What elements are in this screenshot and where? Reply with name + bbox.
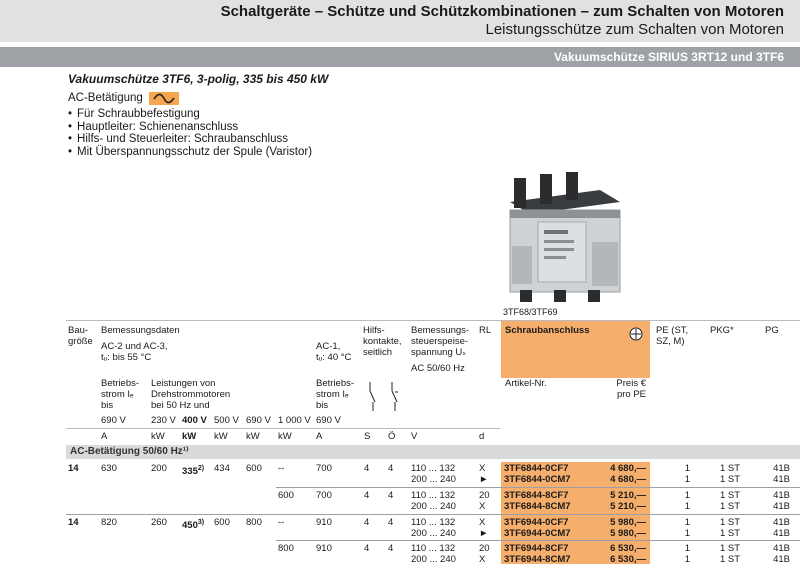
cell-pg: 41B 41B: [773, 543, 790, 565]
v-400: 400 V: [182, 415, 207, 426]
cell-pg: 41B 41B: [773, 517, 790, 539]
cell-p1000: 600: [278, 490, 294, 501]
feature-item: • Mit Überspannungsschutz der Spule (Varistor): [68, 146, 312, 159]
cell-pkg: 1 ST 1 ST: [719, 517, 740, 539]
cell-ie: 820: [101, 517, 117, 528]
cell-ie2: 910: [316, 517, 332, 528]
cell-pe: 1 1: [684, 543, 690, 565]
cell-p500: 600: [214, 517, 230, 528]
photo-caption: 3TF68/3TF69: [503, 307, 558, 317]
col-betriebsstrom: Betriebs- strom Iₑ bis: [101, 378, 140, 411]
cell-size: 14: [68, 517, 79, 528]
cell-pkg: 1 ST 1 ST: [719, 543, 740, 565]
screw-terminal-icon: [629, 327, 643, 346]
footnote-ref: 3): [197, 519, 205, 526]
unit-v: V: [411, 431, 418, 442]
cell-pe: 1 1: [684, 517, 690, 539]
header-subtitle: Leistungsschütze zum Schalten von Motoren: [485, 21, 784, 38]
cell-voltage: 110 ... 132 200 ... 240: [411, 490, 456, 512]
ac-sine-icon: [149, 92, 179, 105]
cell-article: 3TF6844-0CF7 3TF6844-0CM7: [504, 463, 571, 485]
unit-o: Ö: [388, 431, 396, 442]
cell-price: 5 210,— 5 210,—: [610, 490, 646, 512]
header-title: Schaltgeräte – Schütze und Schützkombinationen – zum Schalten von Motoren: [220, 3, 784, 20]
units-rule: [66, 428, 500, 429]
cell-price: 4 680,— 4 680,—: [610, 463, 646, 485]
col-ac5060: AC 50/60 Hz: [411, 363, 465, 374]
cell-o: 4: [388, 543, 394, 554]
feature-item: • Hilfs- und Steuerleiter: Schraubanschluss: [68, 133, 312, 146]
cell-rl: X ►: [479, 463, 489, 485]
cell-article: 3TF6944-8CF7 3TF6944-8CM7: [504, 543, 571, 565]
cell-article: 3TF6844-8CF7 3TF6844-8CM7: [504, 490, 571, 512]
cell-voltage: 110 ... 132 200 ... 240: [411, 543, 456, 565]
col-betriebsstrom-ac1: Betriebs- strom Iₑ bis: [316, 378, 355, 411]
cell-pg: 41B 41B: [773, 463, 790, 485]
cell-p500: 434: [214, 463, 230, 474]
col-pg: PG: [765, 325, 779, 336]
cell-rl: 20 X: [479, 543, 490, 565]
col-hilfskontakte: Hilfs- kontakte, seitlich: [363, 325, 402, 358]
cell-rl: X ►: [479, 517, 489, 539]
unit-kw: kW: [182, 431, 197, 442]
col-pkg: PKG*: [710, 325, 734, 336]
cell-p690: 600: [246, 463, 262, 474]
col-steuerspannung: Bemessungs- steuerspeise- spannung Uₛ: [411, 325, 470, 358]
cell-voltage: 110 ... 132 200 ... 240: [411, 517, 456, 539]
cell-p400: 450$^{3)}$: [182, 519, 205, 532]
cell-price: 5 980,— 5 980,—: [610, 517, 646, 539]
cell-o: 4: [388, 517, 394, 528]
unit-kw: kW: [246, 431, 260, 442]
cell-pkg: 1 ST 1 ST: [719, 490, 740, 512]
cell-ie2: 910: [316, 543, 332, 554]
row-divider: [276, 540, 800, 541]
unit-s: S: [364, 431, 371, 442]
section-band: [0, 47, 800, 67]
col-ac1: AC-1, tᵤ: 40 °C: [316, 341, 352, 363]
cell-s: 4: [364, 463, 370, 474]
col-leistungen: Leistungen von Drehstrommotoren bei 50 Hz und: [151, 378, 231, 411]
ac-label: AC-Betätigung: [68, 92, 143, 104]
cell-voltage: 110 ... 132 200 ... 240: [411, 463, 456, 485]
cell-s: 4: [364, 490, 370, 501]
cell-ie2: 700: [316, 490, 332, 501]
contactor-photo: [500, 172, 630, 304]
cell-pkg: 1 ST 1 ST: [719, 463, 740, 485]
v-230: 230 V: [151, 415, 176, 426]
cell-p230: 260: [151, 517, 167, 528]
col-ac23: AC-2 und AC-3, tᵤ: bis 55 °C: [101, 341, 168, 363]
col-schraubanschluss: Schraubanschluss: [505, 325, 590, 336]
cell-o: 4: [388, 463, 394, 474]
product-title: Vakuumschütze 3TF6, 3-polig, 335 bis 450 kW: [68, 72, 329, 86]
cell-ie: 630: [101, 463, 117, 474]
page-header: [0, 0, 800, 42]
cell-pe: 1 1: [684, 463, 690, 485]
unit-kw: kW: [278, 431, 292, 442]
cell-price: 6 530,— 6 530,—: [610, 543, 646, 565]
contact-symbols-icon: [364, 382, 404, 417]
col-bemessungsdaten: Bemessungsdaten: [101, 325, 180, 336]
cell-p1000: 800: [278, 543, 294, 554]
v-690: 690 V: [101, 415, 126, 426]
v-1000: 1 000 V: [278, 415, 311, 426]
col-baugroesse: Bau- größe: [68, 325, 93, 347]
col-preis: Preis € pro PE: [616, 378, 646, 400]
v-690c: 690 V: [316, 415, 341, 426]
cell-rl: 20 X: [479, 490, 490, 512]
cell-o: 4: [388, 490, 394, 501]
cell-p1000: --: [278, 517, 285, 528]
table-top-rule: [66, 320, 800, 321]
unit-a: A: [101, 431, 108, 442]
v-690b: 690 V: [246, 415, 271, 426]
row-divider: [276, 487, 800, 488]
feature-item: • Für Schraubbefestigung: [68, 108, 312, 121]
cell-pe: 1 1: [684, 490, 690, 512]
section-title: AC-Betätigung 50/60 Hz¹⁾: [70, 446, 189, 457]
cell-p400: 335$^{2)}$: [182, 465, 205, 478]
col-artikel: Artikel-Nr.: [505, 378, 547, 389]
cell-p1000: --: [278, 463, 285, 474]
row-divider: [66, 514, 800, 515]
v-500: 500 V: [214, 415, 239, 426]
cell-article: 3TF6944-0CF7 3TF6944-0CM7: [504, 517, 571, 539]
cell-s: 4: [364, 517, 370, 528]
unit-d: d: [479, 431, 485, 442]
footnote-ref: 2): [197, 465, 205, 472]
col-rl: RL: [479, 325, 492, 336]
cell-pg: 41B 41B: [773, 490, 790, 512]
unit-a2: A: [316, 431, 323, 442]
unit-kw: kW: [214, 431, 228, 442]
unit-kw: kW: [151, 431, 165, 442]
section-ac-bar: [66, 445, 800, 459]
feature-list: [68, 108, 312, 158]
feature-item: • Hauptleiter: Schienenanschluss: [68, 121, 312, 134]
cell-size: 14: [68, 463, 79, 474]
col-pe: PE (ST, SZ, M): [656, 325, 689, 347]
band-title: Vakuumschütze SIRIUS 3RT12 und 3TF6: [553, 50, 784, 64]
cell-s: 4: [364, 543, 370, 554]
cell-ie2: 700: [316, 463, 332, 474]
cell-p230: 200: [151, 463, 167, 474]
cell-p690: 800: [246, 517, 262, 528]
